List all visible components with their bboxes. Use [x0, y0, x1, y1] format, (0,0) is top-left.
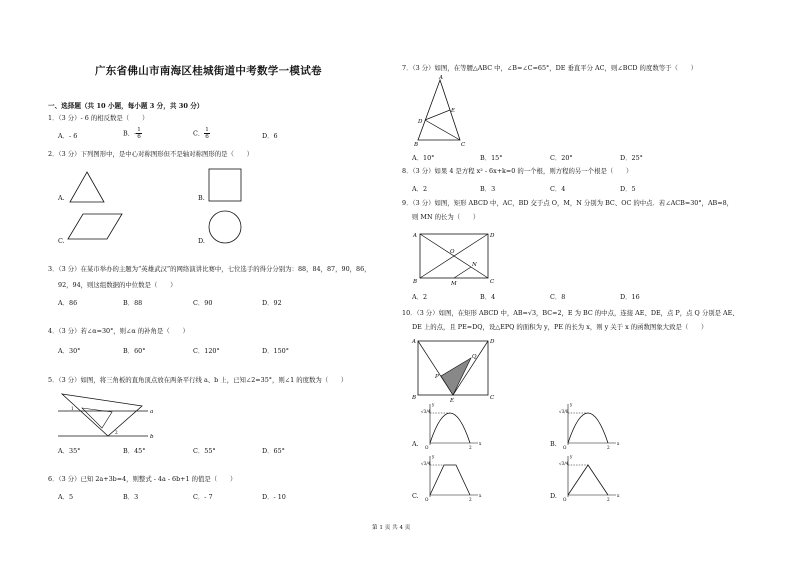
question-1-stem: 1．（3 分）- 6 的相反数是（ ） — [48, 114, 149, 122]
question-4-stem: 4．（3 分）若∠α=30°，则∠α 的补角是（ ） — [48, 327, 189, 335]
point-p-label: P — [435, 374, 439, 380]
q3-option-d: D．92 — [262, 299, 282, 307]
triangle-figure — [70, 170, 110, 206]
y-axis-label: y — [570, 454, 573, 459]
vertex-a-label: A — [412, 339, 416, 345]
q9-option-d: D．16 — [620, 293, 640, 301]
x-axis-label: x — [479, 441, 482, 446]
q6-option-d: D．- 10 — [262, 493, 286, 501]
origin-label: O — [425, 445, 429, 450]
y-axis-label: y — [570, 402, 573, 407]
question-3-stem-cont: 92，94，则这组数据的中位数是（ ） — [58, 281, 177, 289]
page-title: 广东省佛山市南海区桂城街道中考数学一模试卷 — [95, 65, 322, 77]
q1-option-a: A．- 6 — [58, 132, 78, 140]
x-axis-label: x — [479, 493, 482, 498]
question-9-stem-cont: 则 MN 的长为（ ） — [412, 213, 480, 221]
q10-graph-a — [421, 402, 482, 450]
q5-option-c: C．55° — [193, 447, 216, 455]
q7-option-b: B．15° — [480, 154, 503, 162]
angle-2-label: 2 — [115, 430, 118, 435]
q10-graph-d — [559, 454, 620, 502]
q7-option-c: C．20° — [550, 154, 573, 162]
line-a-label: a — [150, 409, 154, 415]
q4-option-c: C．120° — [193, 347, 220, 355]
vertex-a-label: A — [413, 233, 417, 239]
point-q-label: Q — [472, 354, 477, 360]
vertex-c-label: C — [461, 142, 466, 148]
origin-label: O — [425, 497, 429, 502]
question-10-stem: 10．（3 分）如图，在矩形 ABCD 中，AB=√3，BC=2，E 为 BC 的中点，连接 AE、DE，点 P，点 Q 分别是 AE、 — [402, 309, 739, 317]
vertex-b-label: B — [413, 279, 418, 285]
circle-figure — [207, 209, 243, 245]
question-6-stem: 6．（3 分）已知 2a+3b=4，则整式 - 4a - 6b+1 的值是（ ） — [48, 475, 237, 483]
q4-option-d: D．150° — [262, 347, 289, 355]
line-b-label: b — [150, 434, 154, 440]
q9-option-a: A．2 — [412, 293, 428, 301]
q6-option-b: B．3 — [123, 493, 139, 501]
parallel-lines-figure — [58, 390, 158, 442]
point-o-label: O — [450, 249, 455, 255]
parallelogram-figure — [68, 213, 124, 243]
point-n-label: N — [472, 262, 477, 268]
vertex-b-label: B — [412, 395, 417, 401]
question-8-stem: 8．（3 分）如果 4 是方程 x² - 6x+k=0 的一个根，则方程的另一个根是（ ） — [402, 167, 633, 175]
vertex-d-label: D — [490, 233, 495, 239]
q8-option-c: C．4 — [550, 185, 566, 193]
question-3-stem: 3．（3 分）在某市举办的主题为“英雄武汉”的网络演讲比赛中，七位选手的得分分别为：88，84，87，90，86， — [48, 265, 371, 273]
question-5-stem: 5．（3 分）如图，将三角板的直角顶点放在两条平行线 a、b 上，已知∠2=35°，则∠1 的度数为（ ） — [48, 376, 348, 384]
question-9-stem: 9．（3 分）如图，矩形 ABCD 中，AC，BD 交于点 O，M，N 分别为 BC、OC 的中点．若∠ACB=30°，AB=8， — [402, 199, 734, 207]
y-tick-label: √3/8 — [559, 409, 569, 414]
q3-option-b: B．88 — [123, 299, 143, 307]
q3-option-c: C．90 — [193, 299, 213, 307]
q6-option-c: C．- 7 — [193, 493, 213, 501]
q2-option-d: D. — [198, 237, 205, 245]
question-7-stem: 7．（3 分）如图，在等腰△ABC 中，∠B=∠C=65°，DE 垂直平分 AC，则∠BCD 的度数等于（ ） — [402, 64, 698, 72]
vertex-a-label: A — [439, 75, 443, 81]
origin-label: O — [563, 445, 567, 450]
q2-option-c: C. — [58, 237, 65, 245]
isosceles-triangle-figure — [414, 76, 470, 146]
y-tick-label: √3/4 — [421, 409, 431, 414]
q10-option-a-label: A. — [412, 440, 419, 448]
origin-label: O — [563, 497, 567, 502]
q10-option-b-label: B. — [550, 440, 557, 448]
point-e-label: E — [451, 108, 456, 114]
point-d-label: D — [418, 119, 423, 125]
x-tick-label: 2 — [607, 497, 610, 502]
x-axis-label: x — [617, 441, 620, 446]
q10-option-d-label: D. — [550, 492, 557, 500]
page-footer: 第 1 页 共 4 页 — [372, 525, 411, 531]
q8-option-d: D．5 — [620, 185, 636, 193]
q8-option-a: A．2 — [412, 185, 428, 193]
y-tick-label: √3/4 — [421, 461, 431, 466]
x-tick-label: 2 — [607, 445, 610, 450]
q9-option-c: C．8 — [550, 293, 566, 301]
y-axis-label: y — [432, 402, 435, 407]
point-m-label: M — [451, 281, 457, 287]
q10-option-c-label: C. — [412, 492, 419, 500]
x-tick-label: 2 — [469, 497, 472, 502]
rectangle-abcd-figure — [412, 228, 498, 286]
rectangle-aepq-figure — [412, 336, 496, 404]
q5-option-a: A．35° — [58, 447, 81, 455]
x-axis-label: x — [617, 493, 620, 498]
q5-option-b: B．45° — [123, 447, 146, 455]
q10-graph-b — [559, 402, 620, 450]
q6-option-a: A．5 — [58, 493, 74, 501]
question-10-stem-cont: DE 上的点，且 PE=DQ，设△EPQ 的面积为 y，PE 的长为 x，则 y 关于 x 的函数图象大致是（ ） — [412, 323, 708, 331]
vertex-b-label: B — [414, 142, 419, 148]
q9-option-b: B．4 — [480, 293, 496, 301]
point-e-label: E — [450, 398, 455, 404]
q5-option-d: D．65° — [262, 447, 285, 455]
q10-graph-c — [421, 454, 482, 502]
q4-option-b: B．60° — [123, 347, 146, 355]
x-tick-label: 2 — [469, 445, 472, 450]
q4-option-a: A．30° — [58, 347, 81, 355]
q8-option-b: B．3 — [480, 185, 496, 193]
q2-option-b: B. — [198, 194, 205, 202]
vertex-d-label: D — [490, 339, 495, 345]
vertex-c-label: C — [490, 395, 495, 401]
q2-option-a: A. — [58, 194, 65, 202]
q1-option-c: C． $\frac{1}{6}$ — [193, 127, 209, 140]
angle-1-label: 1 — [71, 406, 74, 411]
vertex-c-label: C — [490, 279, 495, 285]
q7-option-a: A．10° — [412, 154, 435, 162]
question-2-stem: 2．（3 分）下列图形中，是中心对称图形但不是轴对称图形的是（ ） — [48, 150, 254, 158]
q1-option-b: B．- $\frac{1}{6}$ — [123, 127, 141, 140]
square-figure — [208, 168, 244, 204]
q7-option-d: D．25° — [620, 154, 643, 162]
q1-option-d: D．6 — [262, 132, 278, 140]
section-heading: 一、选择题（共 10 小题，每小题 3 分，共 30 分） — [48, 102, 204, 110]
q3-option-a: A．86 — [58, 299, 78, 307]
y-tick-label: √3/4 — [559, 461, 569, 466]
y-axis-label: y — [432, 454, 435, 459]
